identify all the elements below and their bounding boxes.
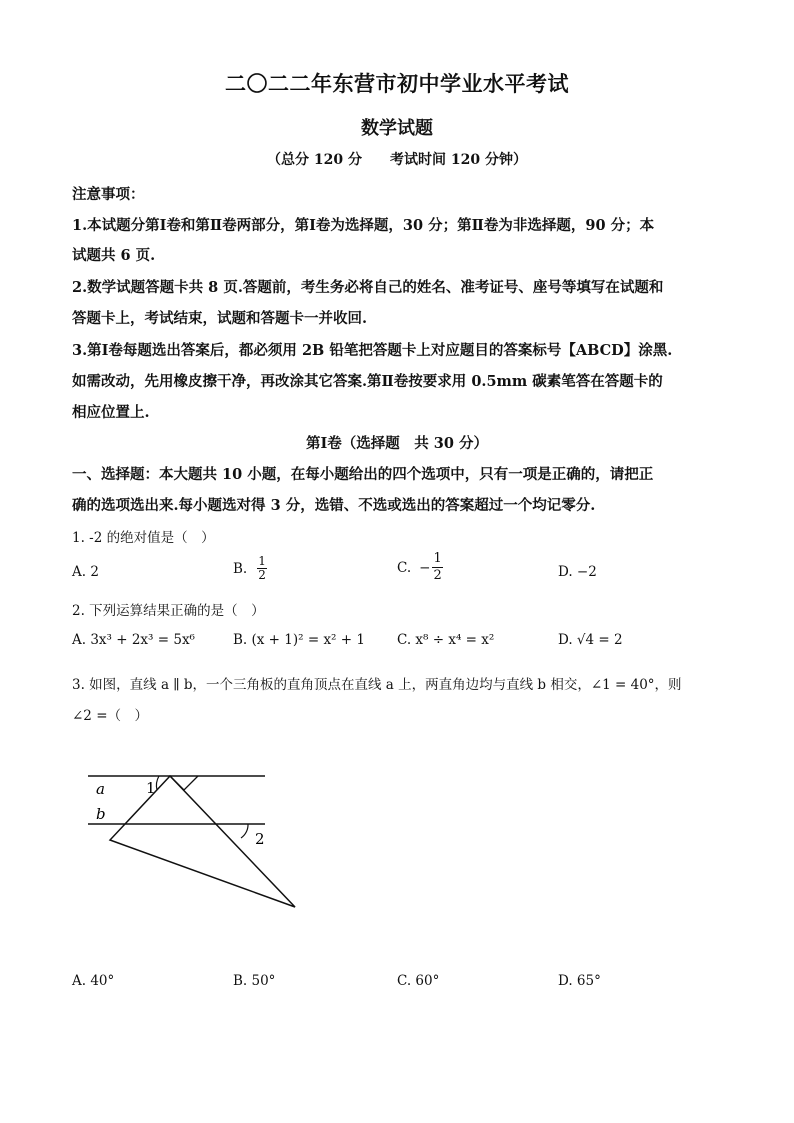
q1-stem: 1. -2 的绝对值是（ ） xyxy=(72,530,215,546)
label-a: a xyxy=(96,780,105,798)
q2-stem: 2. 下列运算结果正确的是（ ） xyxy=(72,603,265,619)
q1-option-b-denominator: 2 xyxy=(258,568,266,582)
q1-option-d: D. −2 xyxy=(558,564,597,580)
exam-subtitle: 数学试题 xyxy=(361,118,433,139)
right-angle-mark xyxy=(170,776,198,790)
exam-info: （总分 120 分 考试时间 120 分钟） xyxy=(267,152,527,168)
q1-option-c-sign: − xyxy=(419,559,431,576)
notes-heading: 注意事项： xyxy=(72,186,145,203)
q1-option-c-numerator: 1 xyxy=(433,551,442,566)
label-angle-1: 1 xyxy=(146,779,156,797)
note-line-1: 1.本试题分第Ⅰ卷和第Ⅱ卷两部分，第Ⅰ卷为选择题，30 分；第Ⅱ卷为非选择题，90 分；本 xyxy=(72,217,655,234)
note-line-3: 2.数学试题答题卡共 8 页.答题前，考生务必将自己的姓名、准考证号、座号等填写在试题和 xyxy=(72,279,664,296)
q3-stem-line-2: ∠2 =（ ） xyxy=(72,708,149,724)
q3-option-b: B. 50° xyxy=(233,973,276,989)
note-line-4: 答题卡上，考试结束，试题和答题卡一并收回. xyxy=(72,310,368,327)
q1-option-a: A. 2 xyxy=(72,564,99,580)
q2-option-a: A. 3x³ + 2x³ = 5x⁶ xyxy=(72,632,195,648)
q3-option-c: C. 60° xyxy=(397,973,440,989)
exam-title: 二〇二二年东营市初中学业水平考试 xyxy=(225,71,569,96)
q1-option-b-label: B. xyxy=(233,560,248,577)
q2-option-b: B. (x + 1)² = x² + 1 xyxy=(233,632,365,648)
note-line-5: 3.第Ⅰ卷每题选出答案后，都必须用 2B 铅笔把答题卡上对应题目的答案标号【ABCD】涂黑. xyxy=(72,342,673,359)
q1-option-c-label: C. xyxy=(397,559,412,576)
q2-option-d: D. √4 = 2 xyxy=(558,632,623,648)
note-line-6: 如需改动，先用橡皮擦干净，再改涂其它答案.第Ⅱ卷按要求用 0.5mm 碳素笔答在答题卡的 xyxy=(72,373,663,390)
q1-option-c-denominator: 2 xyxy=(433,568,442,583)
section-intro-line-1: 一、选择题：本大题共 10 小题，在每小题给出的四个选项中，只有一项是正确的，请把正 xyxy=(72,466,654,483)
label-b: b xyxy=(96,805,106,823)
q2-option-c: C. x⁸ ÷ x⁴ = x² xyxy=(397,632,495,648)
q3-stem-line-1: 3. 如图，直线 a ∥ b，一个三角板的直角顶点在直线 a 上，两直角边均与直线 b 相交，∠1 = 40°，则 xyxy=(72,677,682,693)
triangle-set-square xyxy=(110,776,295,907)
note-line-7: 相应位置上. xyxy=(72,404,150,421)
section-title: 第Ⅰ卷（选择题 共 30 分） xyxy=(305,435,489,452)
q3-option-a: A. 40° xyxy=(72,973,115,989)
q1-option-b-numerator: 1 xyxy=(258,554,266,568)
note-line-2: 试题共 6 页. xyxy=(72,247,156,264)
angle-2-arc xyxy=(241,824,248,838)
section-intro-line-2: 确的选项选出来.每小题选对得 3 分，选错、不选或选出的答案超过一个均记零分. xyxy=(72,497,596,514)
q3-option-d: D. 65° xyxy=(558,973,601,989)
label-angle-2: 2 xyxy=(255,830,265,848)
